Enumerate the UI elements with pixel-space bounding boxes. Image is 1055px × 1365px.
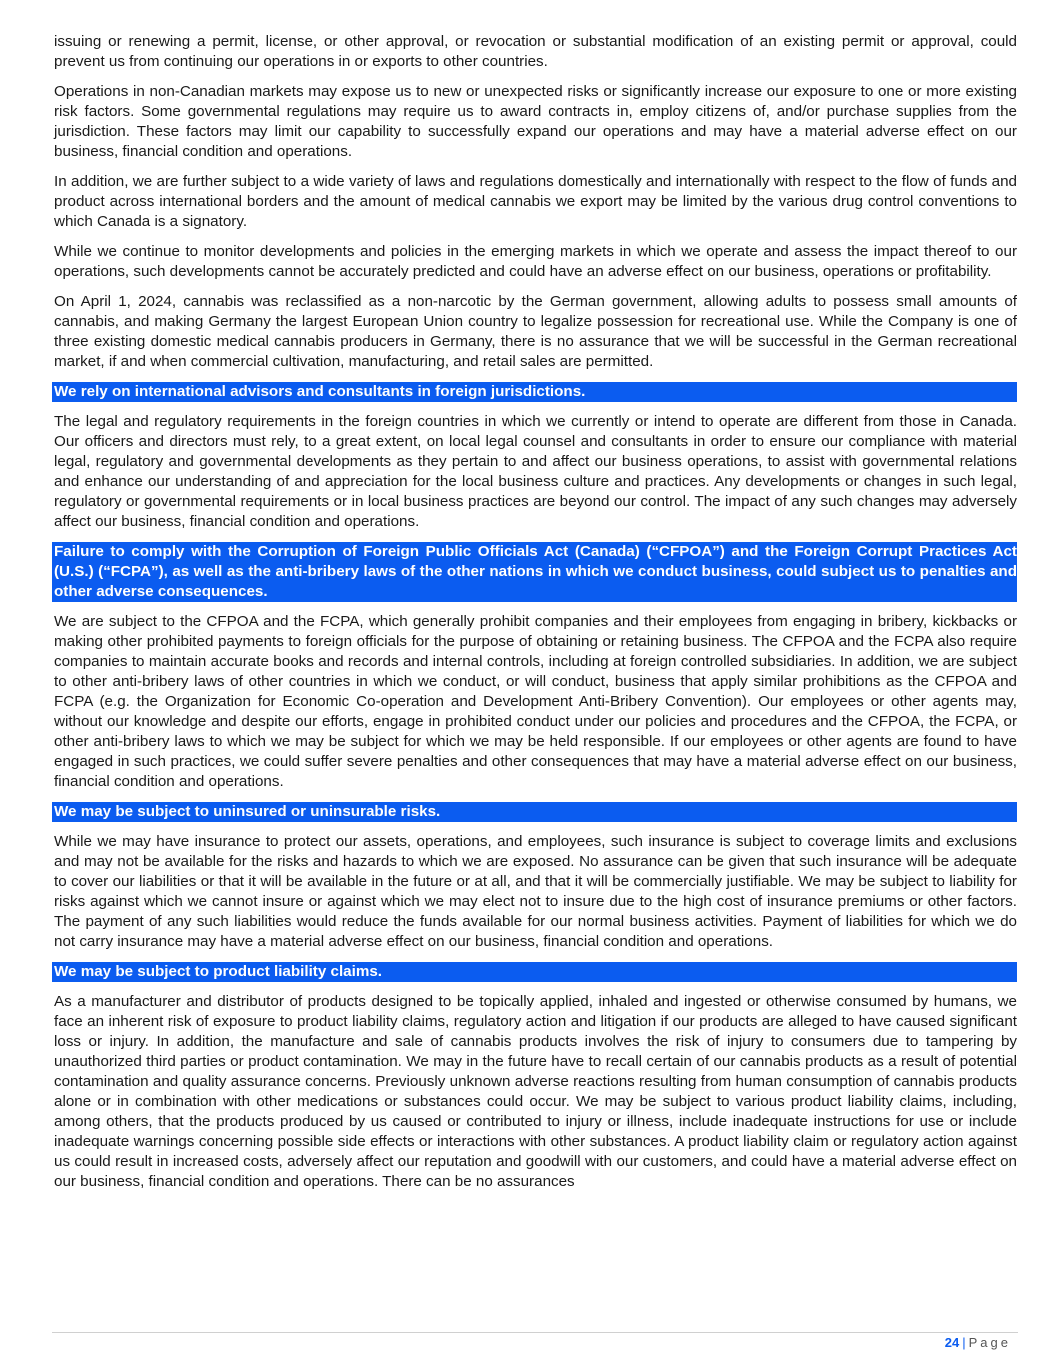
footer-divider xyxy=(52,1332,1018,1333)
paragraph-funds-product-flow: In addition, we are further subject to a wide variety of laws and regulations domestically and internationally with respect to the flow of funds and product across international borders and the amount of medical cannabis we export may be limited by the various drug control conventions to which Canada is a signatory. xyxy=(54,173,1017,230)
paragraph-non-canadian-markets: Operations in non-Canadian markets may expose us to new or unexpected risks or significantly increase our exposure to one or more existing risk factors. Some governmental regulations may require us to award contracts in, employ citizens of, and/or purchase supplies from the jurisdiction. These factors may limit our capability to successfully expand our operations and may have a material adverse effect on our business, financial condition and operations. xyxy=(54,83,1017,160)
section-body-product-liability: As a manufacturer and distributor of products designed to be topically applied, inhaled and ingested or otherwise consumed by humans, we face an inherent risk of exposure to product liability claims, regulatory action and litigation if our products are alleged to have caused significant loss or injury. In addition, the manufacture and sale of cannabis products involves the risk of injury to consumers due to tampering by unauthorized third parties or product contamination. We may in the future have to recall certain of our cannabis products as a result of potential contamination and quality assurance concerns. Previously unknown adverse reactions resulting from human consumption of cannabis products alone or in combination with other medications or substances could occur. We may be subject to various product liability claims, including, among others, that the products produced by us caused or contributed to injury or illness, include inadequate instructions for use or include inadequate warnings concerning possible side effects or interactions with other substances. A product liability claim or regulatory action against us could result in increased costs, adversely affect our reputation and goodwill with our customers, and could have a material adverse effect on our business, financial condition and operations. There can be no assurances xyxy=(54,993,1017,1190)
page-number: 24 xyxy=(944,1335,960,1350)
section-body-uninsured-risks: While we may have insurance to protect our assets, operations, and employees, such insurance is subject to coverage limits and exclusions and may not be available for the risks and hazards to which we are exposed. No assurance can be given that such insurance will be adequate to cover our liabilities or that it will be available in the future or at all, and that it will be commercially justifiable. We may be subject to liability for risks against which we cannot insure or against which we may elect not to insure due to the high cost of insurance premiums or other factors. The payment of any such liabilities would reduce the funds available for our normal business activities. Payment of liabilities for which we do not carry insurance may have a material adverse effect on our business, financial condition and operations. xyxy=(54,833,1017,950)
page-footer xyxy=(945,1335,1011,1350)
section-heading-product-liability: We may be subject to product liability claims. xyxy=(52,962,1017,982)
paragraph-germany-reclassification: On April 1, 2024, cannabis was reclassified as a non-narcotic by the German government, allowing adults to possess small amounts of cannabis, and making Germany the largest European Union country to legalize possession for recreational use. While the Company is one of three existing domestic medical cannabis producers in Germany, there is no assurance that we will be successful in the German recreational market, if and when commercial cultivation, manufacturing, and retail sales are permitted. xyxy=(54,293,1017,370)
section-body-international-advisors: The legal and regulatory requirements in the foreign countries in which we currently or intend to operate are different from those in Canada. Our officers and directors must rely, to a great extent, on local legal counsel and consultants in order to ensure our compliance with material legal, regulatory and governmental developments as they pertain to and affect our business operations, to assist with governmental relations and enhance our understanding of and appreciation for the local business culture and practices. Any developments or changes in such legal, regulatory or governmental requirements or in local business practices are beyond our control. The impact of any such changes may adversely affect our business, financial condition and operations. xyxy=(54,413,1017,530)
document-body xyxy=(54,32,1017,1202)
section-body-cfpoa-fcpa: We are subject to the CFPOA and the FCPA, which generally prohibit companies and their employees from engaging in bribery, kickbacks or making other prohibited payments to foreign officials for the purpose of obtaining or retaining business. The CFPOA and the FCPA also require companies to maintain accurate books and records and internal controls, including at foreign controlled subsidiaries. In addition, we are subject to other anti-bribery laws of other countries in which we conduct, or will conduct, business that apply similar prohibitions as the CFPOA and FCPA (e.g. the Organization for Economic Co-operation and Development Anti-Bribery Convention). Our employees or other agents may, without our knowledge and despite our efforts, engage in prohibited conduct under our policies and procedures and the CFPOA, the FCPA, or other anti-bribery laws to which we may be subject for which we may be held responsible. If our employees or other agents are found to have engaged in such practices, we could suffer severe penalties and other consequences that may have a material adverse effect on our business, financial condition and operations. xyxy=(54,613,1017,790)
section-heading-international-advisors: We rely on international advisors and consultants in foreign jurisdictions. xyxy=(52,382,1017,402)
section-heading-cfpoa-fcpa: Failure to comply with the Corruption of Foreign Public Officials Act (Canada) (“CFPOA”) and the Foreign Corrupt Practices Act (U.S.) (“FCPA”), as well as the anti-bribery laws of the other nations in which we conduct business, could subject us to penalties and other adverse consequences. xyxy=(54,543,1017,600)
paragraph-emerging-markets: While we continue to monitor developments and policies in the emerging markets in which we operate and assess the impact thereof to our operations, such developments cannot be accurately predicted and could have an adverse effect on our business, operations or profitability. xyxy=(54,243,1017,280)
section-heading-uninsured-risks: We may be subject to uninsured or uninsurable risks. xyxy=(52,802,1017,822)
page-label: Page xyxy=(968,1335,1011,1350)
paragraph-permit-approval: issuing or renewing a permit, license, or other approval, or revocation or substantial modification of an existing permit or approval, could prevent us from continuing our operations in or exports to other countries. xyxy=(54,33,1017,70)
footer-separator: | xyxy=(962,1335,966,1350)
